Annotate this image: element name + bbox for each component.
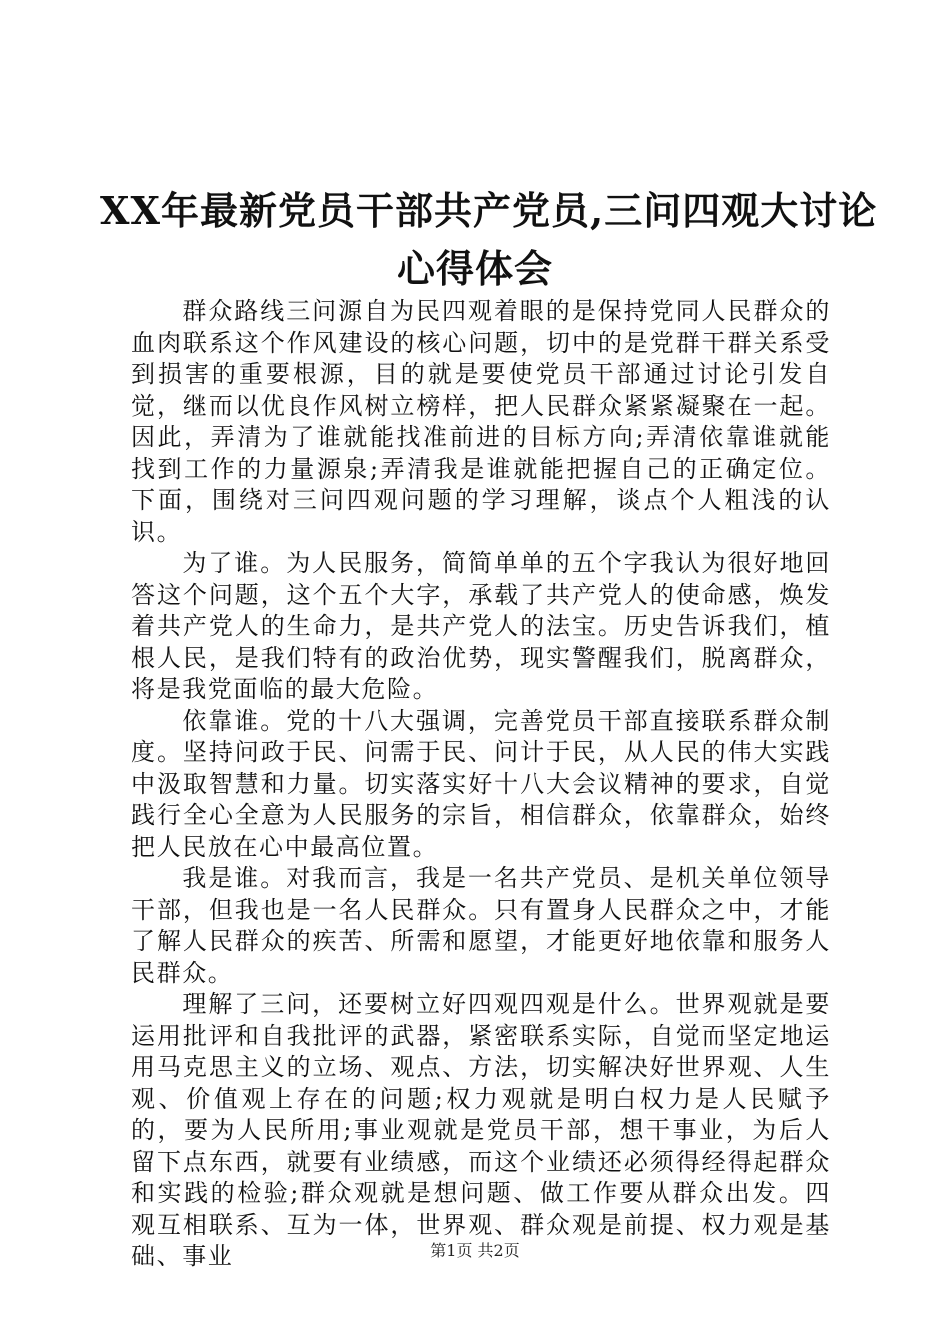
- paragraph-intro: 群众路线三问源自为民四观着眼的是保持党同人民群众的血肉联系这个作风建设的核心问题，切中的是党群干群关系受到损害的重要根源，目的就是要使党员干部通过讨论引发自觉，继而以优良作风树立榜样，把人民群众紧紧凝聚在一起。因此，弄清为了谁就能找准前进的目标方向;弄清依靠谁就能找到工作的力量源泉;弄清我是谁就能把握自己的正确定位。下面，围绕对三问四观问题的学习理解，谈点个人粗浅的认识。: [131, 297, 831, 546]
- title-line-2: 心得体会: [396, 246, 553, 291]
- document-body: [131, 296, 831, 1273]
- paragraph-rely-on-whom: 依靠谁。党的十八大强调，完善党员干部直接联系群众制度。坚持问政于民、问需于民、问计于民，从人民的伟大实践中汲取智慧和力量。切实落实好十八大会议精神的要求，自觉践行全心全意为人民服务的宗旨，相信群众，依靠群众，始终把人民放在心中最高位置。: [131, 706, 831, 861]
- title-line-1: XX年最新党员干部共产党员,三问四观大讨论: [100, 188, 878, 233]
- paragraph-four-views: 理解了三问，还要树立好四观四观是什么。世界观就是要运用批评和自我批评的武器，紧密联系实际，自觉而坚定地运用马克思主义的立场、观点、方法，切实解决好世界观、人生观、价值观上存在的问题;权力观就是明白权力是人民赋予的，要为人民所用;事业观就是党员干部，想干事业，为后人留下点东西，就要有业绩感，而这个业绩还必须得经得起群众和实践的检验;群众观就是想问题、做工作要从群众出发。四观互相联系、互为一体，世界观、群众观是前提、权力观是基础、事业: [131, 990, 831, 1270]
- paragraph-who-am-i: 我是谁。对我而言，我是一名共产党员、是机关单位领导干部，但我也是一名人民群众。只有置身人民群众之中，才能了解人民群众的疾苦、所需和愿望，才能更好地依靠和服务人民群众。: [131, 864, 831, 987]
- page-footer: 第1页 共2页: [430, 1241, 520, 1260]
- document-title: [100, 182, 878, 298]
- paragraph-for-whom: 为了谁。为人民服务，简简单单的五个字我认为很好地回答这个问题，这个五个大字，承载了共产党人的使命感，焕发着共产党人的生命力，是共产党人的法宝。历史告诉我们，植根人民，是我们特有的政治优势，现实警醒我们，脱离群众，将是我党面临的最大危险。: [131, 549, 831, 703]
